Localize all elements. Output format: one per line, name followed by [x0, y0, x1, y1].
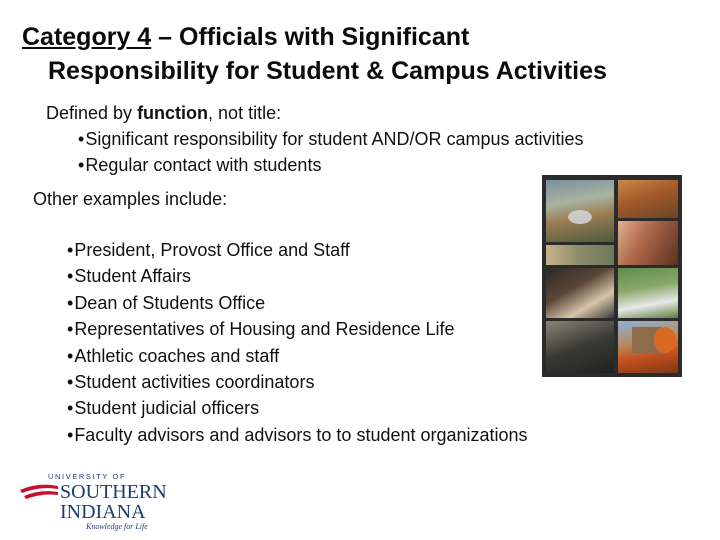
bullet-icon: • [67, 424, 74, 445]
other-examples-heading: Other examples include: [33, 189, 228, 209]
example-item [67, 343, 528, 369]
criteria-text: Significant responsibility for student AND/OR campus activities [85, 129, 584, 149]
title-line-2: Responsibility for Student & Campus Activities [48, 57, 607, 85]
example-item [67, 369, 528, 395]
example-item [67, 422, 528, 448]
example-item [67, 316, 528, 342]
student-portrait-photo [546, 321, 614, 373]
bullet-icon: • [78, 129, 85, 149]
example-text: Athletic coaches and staff [74, 345, 280, 366]
criteria-text: Regular contact with students [85, 155, 322, 175]
example-item [67, 237, 528, 263]
slide-title [22, 20, 712, 88]
definition-line [46, 100, 281, 126]
example-item [67, 395, 528, 421]
example-text: Student judicial officers [74, 398, 260, 419]
example-item [67, 263, 528, 289]
example-text: President, Provost Office and Staff [74, 240, 350, 260]
graduation-photo [546, 268, 614, 318]
criteria-item [78, 152, 584, 178]
university-logo [18, 470, 183, 532]
criteria-item [78, 126, 584, 152]
students-group-photo [618, 221, 678, 265]
logo-line1-text: SOUTHERN [60, 481, 167, 503]
campus-building-photo [618, 321, 678, 373]
criteria-list [78, 126, 584, 178]
definition-prefix: Defined by [46, 103, 138, 123]
example-text: Student Affairs [74, 266, 192, 287]
bullet-icon: • [67, 240, 74, 260]
example-text: Representatives of Housing and Residence Life [74, 319, 455, 340]
example-text: Dean of Students Office [74, 292, 266, 313]
campus-fountain-photo [546, 180, 614, 242]
bullet-icon: • [67, 398, 74, 419]
autumn-campus-photo [618, 180, 678, 218]
bullet-icon: • [67, 345, 74, 366]
title-line-1 [22, 20, 712, 54]
logo-tagline-text: Knowledge for Life [86, 522, 148, 531]
bullet-icon: • [67, 319, 74, 340]
example-text: Student activities coordinators [74, 372, 315, 393]
logo-top-text: UNIVERSITY OF [48, 472, 127, 481]
bullet-icon: • [67, 292, 74, 313]
examples-list [67, 237, 528, 448]
example-item [67, 290, 528, 316]
bullet-icon: • [67, 266, 74, 287]
bullet-icon: • [78, 155, 85, 175]
category-label: Category 4 [22, 23, 152, 51]
campus-walkway-photo [546, 245, 614, 265]
logo-line2-text: INDIANA [60, 501, 146, 523]
athlete-photo [618, 268, 678, 318]
definition-bold: function [137, 103, 209, 123]
example-text: Faculty advisors and advisors to to student organizations [74, 424, 528, 445]
campus-photo-collage [542, 175, 682, 377]
definition-suffix: , not title: [208, 103, 282, 123]
title-dash-text: – Officials with Significant [151, 23, 470, 51]
bullet-icon: • [67, 372, 74, 393]
